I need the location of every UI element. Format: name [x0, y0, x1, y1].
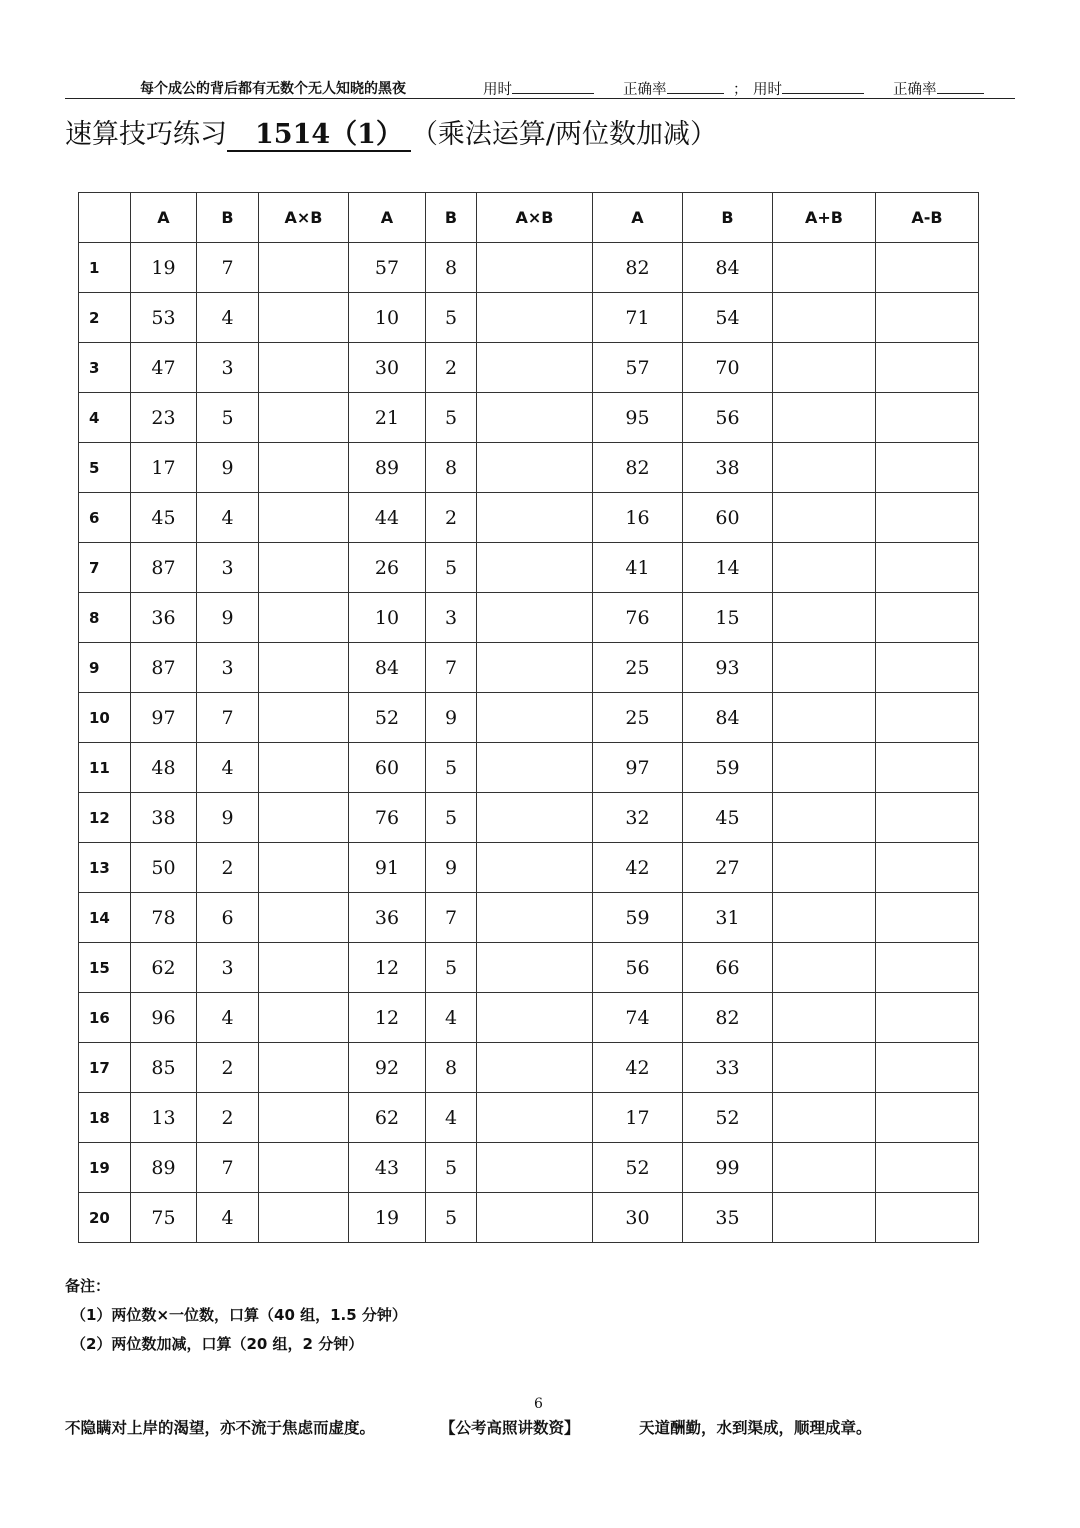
value-cell: 42	[593, 1043, 683, 1093]
page-title	[65, 112, 717, 152]
table-row	[79, 693, 979, 743]
value-cell: 59	[593, 893, 683, 943]
value-cell: 4	[197, 493, 259, 543]
value-cell: 3	[197, 943, 259, 993]
value-cell: 44	[349, 493, 426, 543]
answer-cell[interactable]	[259, 693, 349, 743]
value-cell: 96	[131, 993, 197, 1043]
value-cell: 19	[349, 1193, 426, 1243]
answer-cell[interactable]	[773, 1143, 876, 1193]
answer-cell[interactable]	[773, 593, 876, 643]
value-cell: 5	[426, 1193, 477, 1243]
column-header: A	[349, 193, 426, 243]
column-header	[79, 193, 131, 243]
value-cell: 16	[593, 493, 683, 543]
column-header: B	[683, 193, 773, 243]
value-cell: 99	[683, 1143, 773, 1193]
value-cell: 25	[593, 643, 683, 693]
time-field-2[interactable]	[753, 78, 864, 99]
answer-cell[interactable]	[477, 643, 593, 693]
column-header: B	[426, 193, 477, 243]
value-cell: 2	[426, 493, 477, 543]
row-number: 13	[79, 843, 131, 893]
answer-cell[interactable]	[773, 543, 876, 593]
row-number: 2	[79, 293, 131, 343]
answer-cell[interactable]	[259, 593, 349, 643]
value-cell: 5	[426, 1143, 477, 1193]
answer-cell[interactable]	[773, 743, 876, 793]
value-cell: 8	[426, 243, 477, 293]
answer-cell[interactable]	[773, 243, 876, 293]
page-header	[65, 76, 1015, 99]
value-cell: 70	[683, 343, 773, 393]
answer-cell[interactable]	[259, 443, 349, 493]
value-cell: 50	[131, 843, 197, 893]
row-number: 5	[79, 443, 131, 493]
answer-cell[interactable]	[477, 1093, 593, 1143]
value-cell: 60	[349, 743, 426, 793]
accuracy-label-2: 正确率	[893, 82, 937, 98]
value-cell: 57	[593, 343, 683, 393]
value-cell: 5	[197, 393, 259, 443]
note-line-2: （2）两位数加减，口算（20 组，2 分钟）	[71, 1335, 364, 1353]
answer-cell[interactable]	[477, 593, 593, 643]
value-cell: 7	[426, 643, 477, 693]
value-cell: 36	[131, 593, 197, 643]
row-number: 17	[79, 1043, 131, 1093]
answer-cell[interactable]	[773, 493, 876, 543]
value-cell: 75	[131, 1193, 197, 1243]
value-cell: 15	[683, 593, 773, 643]
value-cell: 89	[349, 443, 426, 493]
answer-cell[interactable]	[259, 393, 349, 443]
answer-cell[interactable]	[259, 243, 349, 293]
answer-cell[interactable]	[876, 343, 979, 393]
value-cell: 6	[197, 893, 259, 943]
table-row	[79, 243, 979, 293]
value-cell: 9	[197, 443, 259, 493]
table-row	[79, 1143, 979, 1193]
value-cell: 45	[131, 493, 197, 543]
value-cell: 36	[349, 893, 426, 943]
table-row	[79, 593, 979, 643]
value-cell: 66	[683, 943, 773, 993]
answer-cell[interactable]	[773, 443, 876, 493]
answer-cell[interactable]	[477, 1043, 593, 1093]
value-cell: 76	[593, 593, 683, 643]
answer-cell[interactable]	[876, 843, 979, 893]
answer-cell[interactable]	[773, 993, 876, 1043]
value-cell: 32	[593, 793, 683, 843]
answer-cell[interactable]	[773, 893, 876, 943]
answer-cell[interactable]	[876, 543, 979, 593]
value-cell: 84	[683, 693, 773, 743]
row-number: 9	[79, 643, 131, 693]
value-cell: 4	[197, 293, 259, 343]
answer-cell[interactable]	[477, 543, 593, 593]
value-cell: 3	[197, 643, 259, 693]
answer-cell[interactable]	[876, 393, 979, 443]
row-number: 12	[79, 793, 131, 843]
value-cell: 97	[593, 743, 683, 793]
answer-cell[interactable]	[259, 893, 349, 943]
value-cell: 10	[349, 293, 426, 343]
accuracy-label-1: 正确率	[623, 82, 667, 98]
value-cell: 52	[349, 693, 426, 743]
title-code: 1514（1）	[227, 120, 411, 152]
answer-cell[interactable]	[773, 693, 876, 743]
table-row	[79, 343, 979, 393]
value-cell: 8	[426, 1043, 477, 1093]
table-row	[79, 1193, 979, 1243]
answer-cell[interactable]	[876, 943, 979, 993]
footer-middle: 【公考高照讲数资】	[440, 1419, 580, 1437]
table-row	[79, 1043, 979, 1093]
value-cell: 4	[426, 993, 477, 1043]
time-field-1[interactable]	[483, 78, 594, 99]
notes	[65, 1272, 407, 1359]
answer-cell[interactable]	[477, 693, 593, 743]
table-header-row	[79, 193, 979, 243]
row-number: 8	[79, 593, 131, 643]
value-cell: 26	[349, 543, 426, 593]
table-row	[79, 443, 979, 493]
answer-cell[interactable]	[876, 593, 979, 643]
value-cell: 38	[683, 443, 773, 493]
answer-cell[interactable]	[773, 343, 876, 393]
value-cell: 30	[593, 1193, 683, 1243]
answer-cell[interactable]	[876, 1143, 979, 1193]
value-cell: 10	[349, 593, 426, 643]
row-number: 10	[79, 693, 131, 743]
answer-cell[interactable]	[876, 1193, 979, 1243]
table-row	[79, 293, 979, 343]
exercise-table	[78, 192, 979, 1243]
value-cell: 3	[426, 593, 477, 643]
value-cell: 54	[683, 293, 773, 343]
time-label-1: 用时	[483, 82, 512, 98]
answer-cell[interactable]	[876, 243, 979, 293]
value-cell: 5	[426, 293, 477, 343]
answer-cell[interactable]	[876, 443, 979, 493]
answer-cell[interactable]	[477, 743, 593, 793]
value-cell: 85	[131, 1043, 197, 1093]
answer-cell[interactable]	[259, 793, 349, 843]
row-number: 14	[79, 893, 131, 943]
answer-cell[interactable]	[259, 293, 349, 343]
accuracy-field-1[interactable]	[623, 78, 724, 99]
answer-cell[interactable]	[773, 843, 876, 893]
answer-cell[interactable]	[876, 493, 979, 543]
row-number: 7	[79, 543, 131, 593]
value-cell: 27	[683, 843, 773, 893]
value-cell: 21	[349, 393, 426, 443]
value-cell: 4	[426, 1093, 477, 1143]
value-cell: 59	[683, 743, 773, 793]
answer-cell[interactable]	[876, 643, 979, 693]
value-cell: 45	[683, 793, 773, 843]
column-header: A×B	[477, 193, 593, 243]
value-cell: 12	[349, 993, 426, 1043]
answer-cell[interactable]	[477, 493, 593, 543]
row-number: 6	[79, 493, 131, 543]
value-cell: 25	[593, 693, 683, 743]
answer-cell[interactable]	[477, 843, 593, 893]
row-number: 16	[79, 993, 131, 1043]
notes-label: 备注：	[65, 1277, 111, 1295]
answer-cell[interactable]	[876, 293, 979, 343]
value-cell: 95	[593, 393, 683, 443]
row-number: 15	[79, 943, 131, 993]
value-cell: 17	[593, 1093, 683, 1143]
answer-cell[interactable]	[477, 293, 593, 343]
value-cell: 9	[426, 693, 477, 743]
row-number: 11	[79, 743, 131, 793]
value-cell: 9	[197, 793, 259, 843]
value-cell: 8	[426, 443, 477, 493]
value-cell: 5	[426, 943, 477, 993]
answer-cell[interactable]	[876, 1043, 979, 1093]
value-cell: 89	[131, 1143, 197, 1193]
row-number: 1	[79, 243, 131, 293]
value-cell: 41	[593, 543, 683, 593]
value-cell: 91	[349, 843, 426, 893]
value-cell: 35	[683, 1193, 773, 1243]
value-cell: 52	[593, 1143, 683, 1193]
answer-cell[interactable]	[477, 1143, 593, 1193]
value-cell: 30	[349, 343, 426, 393]
value-cell: 78	[131, 893, 197, 943]
answer-cell[interactable]	[773, 943, 876, 993]
row-number: 3	[79, 343, 131, 393]
answer-cell[interactable]	[876, 1093, 979, 1143]
answer-cell[interactable]	[259, 943, 349, 993]
row-number: 20	[79, 1193, 131, 1243]
value-cell: 43	[349, 1143, 426, 1193]
answer-cell[interactable]	[259, 1193, 349, 1243]
value-cell: 48	[131, 743, 197, 793]
answer-cell[interactable]	[259, 1043, 349, 1093]
answer-cell[interactable]	[259, 1143, 349, 1193]
value-cell: 3	[197, 543, 259, 593]
answer-cell[interactable]	[477, 443, 593, 493]
value-cell: 23	[131, 393, 197, 443]
value-cell: 4	[197, 743, 259, 793]
value-cell: 9	[426, 843, 477, 893]
table-row	[79, 893, 979, 943]
footer-right: 天道酬勤，水到渠成，顺理成章。	[639, 1419, 872, 1437]
value-cell: 7	[426, 893, 477, 943]
answer-cell[interactable]	[259, 993, 349, 1043]
value-cell: 7	[197, 1143, 259, 1193]
value-cell: 87	[131, 543, 197, 593]
value-cell: 12	[349, 943, 426, 993]
title-subtitle: （乘法运算/两位数加减）	[410, 119, 718, 150]
answer-cell[interactable]	[259, 1093, 349, 1143]
answer-cell[interactable]	[477, 343, 593, 393]
value-cell: 62	[131, 943, 197, 993]
table-row	[79, 543, 979, 593]
value-cell: 38	[131, 793, 197, 843]
answer-cell[interactable]	[773, 643, 876, 693]
accuracy-field-2[interactable]	[893, 78, 984, 99]
value-cell: 5	[426, 793, 477, 843]
answer-cell[interactable]	[477, 1193, 593, 1243]
answer-cell[interactable]	[876, 893, 979, 943]
value-cell: 19	[131, 243, 197, 293]
answer-cell[interactable]	[876, 793, 979, 843]
value-cell: 76	[349, 793, 426, 843]
time-label-2: 用时	[753, 82, 782, 98]
page-number: 6	[534, 1396, 543, 1412]
footer-left: 不隐瞒对上岸的渴望，亦不流于焦虑而虚度。	[65, 1419, 376, 1437]
answer-cell[interactable]	[477, 793, 593, 843]
value-cell: 9	[197, 593, 259, 643]
value-cell: 47	[131, 343, 197, 393]
table-row	[79, 1093, 979, 1143]
answer-cell[interactable]	[876, 743, 979, 793]
column-header: A×B	[259, 193, 349, 243]
answer-cell[interactable]	[259, 643, 349, 693]
answer-cell[interactable]	[773, 1193, 876, 1243]
value-cell: 17	[131, 443, 197, 493]
answer-cell[interactable]	[876, 993, 979, 1043]
value-cell: 52	[683, 1093, 773, 1143]
answer-cell[interactable]	[773, 793, 876, 843]
table-row	[79, 743, 979, 793]
value-cell: 84	[349, 643, 426, 693]
value-cell: 5	[426, 543, 477, 593]
answer-cell[interactable]	[477, 243, 593, 293]
table-row	[79, 643, 979, 693]
table-row	[79, 993, 979, 1043]
value-cell: 14	[683, 543, 773, 593]
value-cell: 84	[683, 243, 773, 293]
value-cell: 74	[593, 993, 683, 1043]
table-row	[79, 493, 979, 543]
column-header: A	[131, 193, 197, 243]
column-header: B	[197, 193, 259, 243]
value-cell: 53	[131, 293, 197, 343]
value-cell: 2	[426, 343, 477, 393]
column-header: A+B	[773, 193, 876, 243]
value-cell: 82	[593, 243, 683, 293]
value-cell: 5	[426, 743, 477, 793]
value-cell: 2	[197, 1043, 259, 1093]
header-motto: 每个成公的背后都有无数个无人知晓的黑夜	[140, 81, 406, 97]
value-cell: 42	[593, 843, 683, 893]
table-row	[79, 843, 979, 893]
value-cell: 93	[683, 643, 773, 693]
value-cell: 2	[197, 843, 259, 893]
answer-cell[interactable]	[773, 1093, 876, 1143]
row-number: 4	[79, 393, 131, 443]
table-row	[79, 393, 979, 443]
value-cell: 2	[197, 1093, 259, 1143]
column-header: A-B	[876, 193, 979, 243]
title-main: 速算技巧练习	[65, 119, 227, 150]
value-cell: 3	[197, 343, 259, 393]
answer-cell[interactable]	[773, 293, 876, 343]
value-cell: 62	[349, 1093, 426, 1143]
answer-cell[interactable]	[259, 543, 349, 593]
value-cell: 4	[197, 993, 259, 1043]
answer-cell[interactable]	[477, 893, 593, 943]
value-cell: 92	[349, 1043, 426, 1093]
table-row	[79, 943, 979, 993]
answer-cell[interactable]	[259, 843, 349, 893]
value-cell: 60	[683, 493, 773, 543]
value-cell: 97	[131, 693, 197, 743]
value-cell: 33	[683, 1043, 773, 1093]
row-number: 18	[79, 1093, 131, 1143]
value-cell: 7	[197, 243, 259, 293]
value-cell: 87	[131, 643, 197, 693]
value-cell: 13	[131, 1093, 197, 1143]
value-cell: 82	[683, 993, 773, 1043]
value-cell: 71	[593, 293, 683, 343]
value-cell: 57	[349, 243, 426, 293]
note-line-1: （1）两位数×一位数，口算（40 组，1.5 分钟）	[71, 1306, 407, 1324]
answer-cell[interactable]	[477, 943, 593, 993]
answer-cell[interactable]	[773, 1043, 876, 1093]
answer-cell[interactable]	[477, 993, 593, 1043]
row-number: 19	[79, 1143, 131, 1193]
answer-cell[interactable]	[876, 693, 979, 743]
column-header: A	[593, 193, 683, 243]
answer-cell[interactable]	[259, 343, 349, 393]
value-cell: 7	[197, 693, 259, 743]
answer-cell[interactable]	[477, 393, 593, 443]
value-cell: 56	[593, 943, 683, 993]
value-cell: 4	[197, 1193, 259, 1243]
answer-cell[interactable]	[259, 743, 349, 793]
value-cell: 31	[683, 893, 773, 943]
table-row	[79, 793, 979, 843]
value-cell: 5	[426, 393, 477, 443]
value-cell: 82	[593, 443, 683, 493]
answer-cell[interactable]	[259, 493, 349, 543]
header-separator: ；	[733, 82, 748, 98]
answer-cell[interactable]	[773, 393, 876, 443]
value-cell: 56	[683, 393, 773, 443]
